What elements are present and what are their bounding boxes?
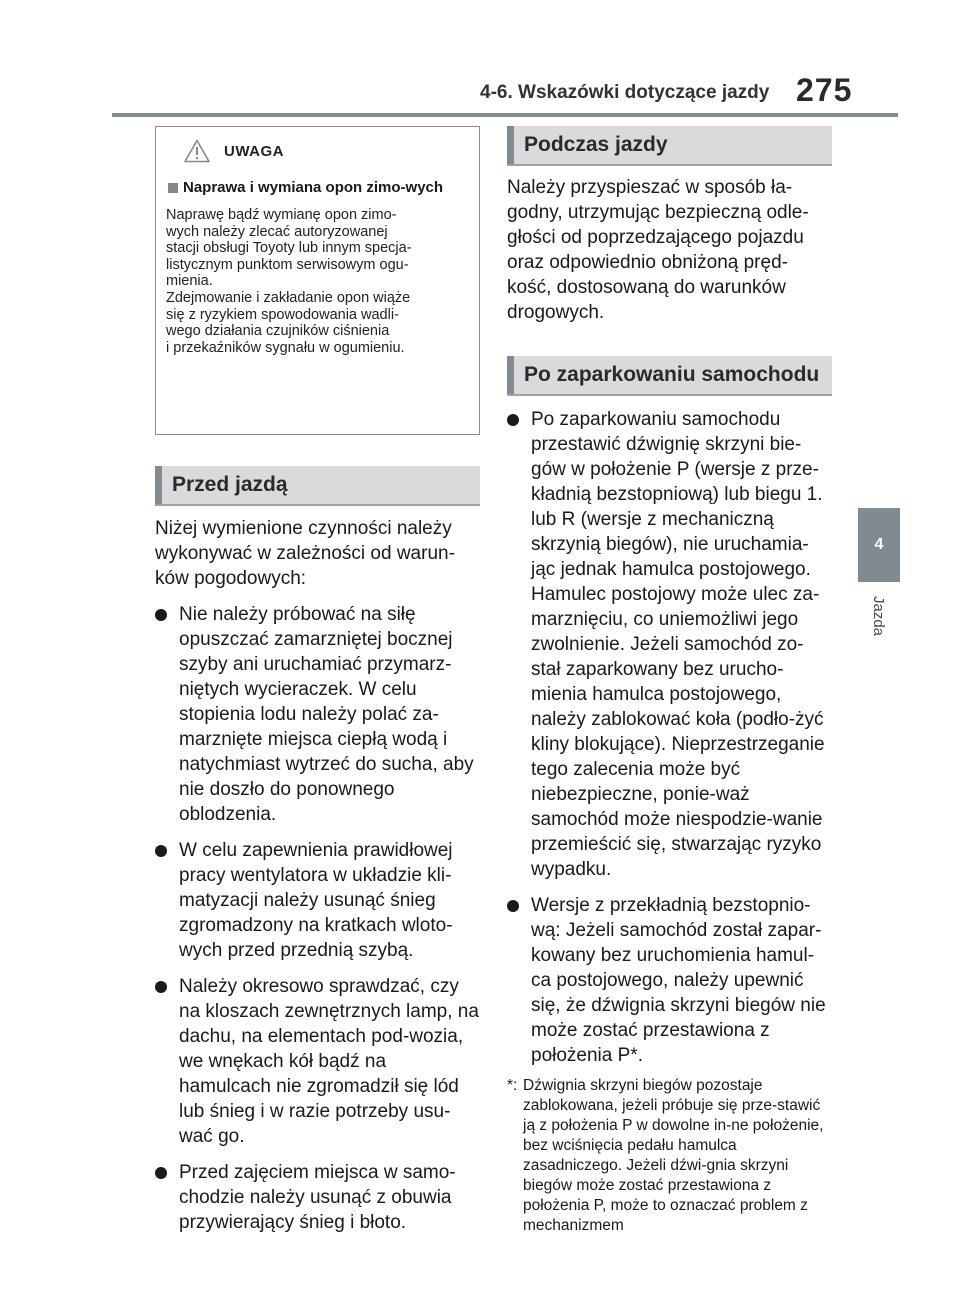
warning-header	[184, 139, 469, 163]
warning-title: UWAGA	[224, 142, 284, 160]
section-header-after-parking	[507, 356, 832, 396]
while-driving-text: Należy przyspieszać w sposób ła-godny, utrzymując bezpieczną odle-głości od poprzedzającego pojazdu oraz odpowiednio obniżoną pręd-kość, dostosowaną do warunków drogowych.	[507, 177, 809, 323]
list-item: Po zaparkowaniu samochodu przestawić dźwignię skrzyni bie-gów w położenie P (wersje z prze-kładnią bezstopniową) lub biegu 1. lub R (wersje z mechaniczną skrzynią biegów), nie uruchamia-jąc jednak hamulca postojowego. Hamulec postojowy może ulec za-marznięciu, co uniemożliwi jego zwolnienie. Jeżeli samochód zo-stał zaparkowany bez urucho-mienia hamulca postojowego, należy zablokować koła (podło-żyć kliny blokujące). Nieprzestrzeganie tego zalecenia może być niebezpieczne, ponie-waż samochód może niespodzie-wanie przemieścić się, stwarzając ryzyko wypadku.	[507, 407, 832, 882]
warning-line: Naprawę bądź wymianę opon zimo-	[166, 207, 397, 223]
after-parking-list	[507, 407, 832, 1068]
warning-text	[166, 207, 469, 356]
section-title: Po zaparkowaniu samochodu	[524, 363, 820, 386]
warning-line: wych należy zlecać autoryzowanej	[166, 223, 388, 240]
section-header-while-driving	[507, 126, 832, 166]
bullet-icon	[507, 414, 519, 426]
warning-line: mienia.	[166, 273, 213, 290]
warning-line: i przekaźników sygnału w ogumieniu.	[166, 339, 405, 356]
list-item: W celu zapewnienia prawidłowej pracy wentylatora w układzie kli-matyzacji należy usunąć śnieg zgromadzony na kratkach wloto-wych przed przednią szybą.	[155, 838, 480, 963]
bullet-icon	[155, 609, 167, 621]
bullet-icon	[155, 981, 167, 993]
warning-line: stacji obsługi Toyoty lub innym specja-	[166, 240, 412, 257]
chapter-number: 4	[874, 536, 884, 553]
before-driving-list	[155, 602, 480, 1235]
bullet-icon	[155, 1167, 167, 1179]
warning-subtitle-text: Naprawa i wymiana opon zimo-wych	[183, 179, 444, 196]
section-bar	[507, 356, 514, 394]
list-item: Nie należy próbować na siłę opuszczać zamarzniętej bocznej szyby ani uruchamiać przymarz-niętych wycieraczek. W celu stopienia lodu należy polać za-marznięte miejsca ciepłą wodą i natychmiast wytrzeć do sucha, aby nie doszło do ponownego oblodzenia.	[155, 602, 480, 827]
warning-line: się z ryzykiem spowodowania wadli-	[166, 306, 399, 323]
bullet-icon	[507, 900, 519, 912]
section-bar	[507, 126, 514, 164]
section-title: Podczas jazdy	[524, 133, 668, 156]
section-header-before-driving	[155, 466, 480, 506]
page-number: 275	[796, 72, 853, 108]
warning-line: Zdejmowanie i zakładanie opon wiąże	[166, 289, 411, 306]
warning-box	[155, 126, 480, 435]
before-driving-intro: Niżej wymienione czynności należy wykonywać w zależności od warun-ków pogodowych:	[155, 518, 455, 589]
header-rule	[112, 113, 898, 117]
bullet-icon	[155, 845, 167, 857]
warning-triangle-icon	[184, 139, 210, 163]
chapter-label: Jazda	[870, 596, 887, 637]
right-column	[507, 126, 832, 1236]
footnote	[507, 1076, 832, 1236]
list-item: Przed zajęciem miejsca w samo-chodzie należy usunąć z obuwia przywierający śnieg i błoto.	[155, 1160, 480, 1235]
warning-line: listycznym punktom serwisowym ogu-	[166, 256, 409, 273]
section-bar	[155, 466, 162, 504]
footnote-mark: *:	[507, 1077, 518, 1094]
list-item: Wersje z przekładnią bezstopnio-wą: Jeżeli samochód został zapar-kowany bez uruchomienia hamul-ca postojowego, należy upewnić się, że dźwignia skrzyni biegów nie może zostać przestawiona z położenia P*.	[507, 893, 832, 1068]
left-column	[155, 126, 480, 1235]
footnote-text: Dźwignia skrzyni biegów pozostaje zablokowana, jeżeli próbuje się prze-stawić ją z położenia P w dowolne in-ne położenie, bez wciśnięcia pedału hamulca zasadniczego. Jeżeli dźwi-gnia skrzyni biegów może zostać przestawiona z położenia P, może to oznaczać problem z mechanizmem	[523, 1077, 824, 1234]
section-title: Przed jazdą	[172, 473, 288, 496]
square-bullet-icon	[168, 183, 178, 193]
warning-line: wego działania czujników ciśnienia	[166, 323, 390, 340]
warning-subtitle	[166, 179, 469, 197]
running-header: 4-6. Wskazówki dotyczące jazdy	[480, 82, 770, 103]
chapter-tab	[858, 508, 900, 582]
list-item: Należy okresowo sprawdzać, czy na kloszach zewnętrznych lamp, na dachu, na elementach pod-wozia, we wnękach kół bądź na hamulcach nie zgromadził się lód lub śnieg i w razie potrzeby usu-wać go.	[155, 974, 480, 1149]
